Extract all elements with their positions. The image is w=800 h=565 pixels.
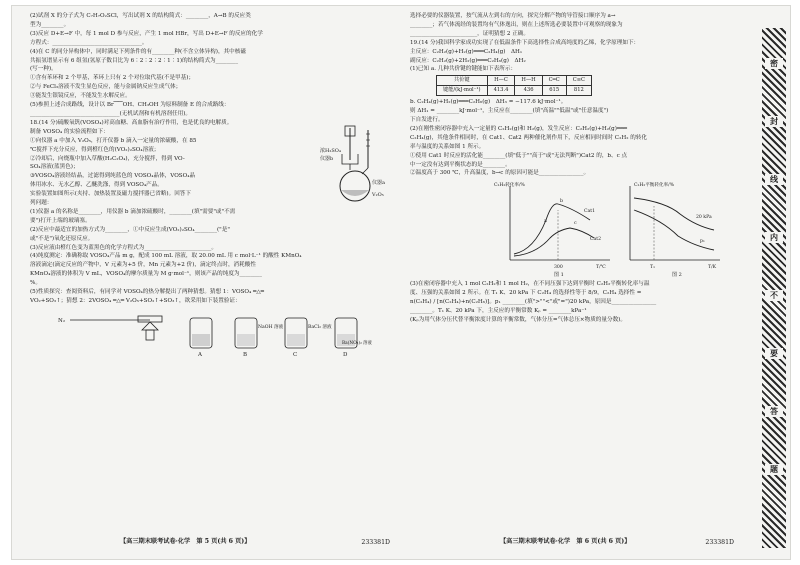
text-line: 中一定没有达到平衡状态的是________。 xyxy=(410,161,511,168)
figures-svg xyxy=(410,180,742,278)
text-line: 18.(14 分)硫酸氧钒(VOSO₄)对高血糖、高血脂有治疗作用，也是优良的电解质。 xyxy=(30,119,233,126)
page-5-footer-text: 【高三期末联考试卷·化学 第 5 页(共 6 页)】 xyxy=(120,538,251,545)
text-line: n(C₂H₄) / [n(C₂H₄)+n(C₂H₆)]。p₁ ________(填">""<"或"=")20 kPa，原因是________________ xyxy=(410,299,657,306)
text-line: ③能发生银镜反应，不能发生水解反应。 xyxy=(30,93,131,100)
text-line: 方程式：________________________________。 xyxy=(30,39,148,46)
fig1-caption: 图 1 xyxy=(554,272,564,279)
bottle-d-tag: D xyxy=(343,351,348,358)
bond-table-value-row xyxy=(437,86,592,96)
fig2-ylabel: C₂H₂平衡转化率/% xyxy=(634,183,675,189)
text-line: ℃搅拌下充分反应，得到橙红色的(VO₂)₂SO₄溶液； xyxy=(30,146,160,153)
fig1-ylabel: C₂H₂转化率/% xyxy=(494,183,525,189)
fig1-xlabel: T/℃ xyxy=(596,265,606,271)
bottle-a-tag: A xyxy=(198,351,202,358)
text-line: 型为________。 xyxy=(30,21,70,28)
page-5-footer xyxy=(30,536,398,550)
text-line: (1)已知 a. 几种共价键的键能如下表所示： xyxy=(410,66,517,73)
bond-table-value-cell: 413.4 xyxy=(487,86,515,96)
n2-label: N₂ xyxy=(58,317,66,324)
text-line: (4)在 C 的同分异构体中，同时满足下列条件的有________种(不含立体异构)，其中核磁 xyxy=(30,48,246,55)
binding-label: 不 xyxy=(765,290,783,301)
decomposition-apparatus-diagram xyxy=(30,308,398,358)
exam-sheet xyxy=(12,6,790,559)
text-line: (2)反应中最适宜的加热方式为________，①中反应生成(VO₂)₂SO₄________("是" xyxy=(30,226,230,233)
text-line: ________________________，证明猜想 2 正确。 xyxy=(410,30,529,37)
binding-label: 密 xyxy=(765,58,783,69)
text-line: C₂H₄(g)，其他条件相同时，在 Cat1、Cat2 两种催化剂作用下，反应相同时间时 C₂H₂ 的转化 xyxy=(410,134,648,141)
fig1-cat1-label: Cat1 xyxy=(584,209,596,215)
bond-table-header-cell: 共价键 xyxy=(437,76,488,86)
text-line: SO₄溶液(蓝黑色)； xyxy=(30,164,79,171)
figures-row xyxy=(410,180,742,278)
bottle-b xyxy=(235,318,284,358)
text-line: ②与 FeCl₃溶液不发生显色反应，能与金属钠反应生成气体； xyxy=(30,84,182,91)
fig1-cat2-label: Cat2 xyxy=(590,237,602,243)
page-5-code: 233381D xyxy=(361,539,390,546)
text-line: 列问题： xyxy=(30,200,53,207)
binding-label: 内 xyxy=(765,232,783,243)
text-line: (4)纯度测定：准确称取 VOSO₄产品 m g，配成 100 mL 溶液，取 20.00 mL 用 c mol·L⁻¹ 的酸性 KMnO₄ xyxy=(30,253,302,260)
text-line: 度、压强的关系如图 2 所示。在 T₁ K、20 kPa 下 C₂H₄ 的选择性等于 8/9，C₂H₄ 选择性 = xyxy=(410,290,642,297)
text-line: ②冷却后，向烧瓶中加入草酸(H₂C₂O₄)，充分搅拌，得到 VO- xyxy=(30,155,185,162)
bond-table-header-row xyxy=(437,76,592,86)
text-line: 或"不是")氧化还原反应。 xyxy=(30,235,94,242)
text-line: VO₂+SO₃↑；猜想 2：2VOSO₄ ═△═ V₂O₅+SO₂↑+SO₃↑，欲采用如下装置验证： xyxy=(30,298,241,304)
bottle-c-tag: C xyxy=(293,351,298,358)
label-instrument-b: 仪器b xyxy=(320,156,334,162)
fig2-p1-label: p₁ xyxy=(700,239,705,245)
text-line: ①含有苯环和 2 个甲基，苯环上只有 2 个对位取代基(不是甲基)； xyxy=(30,75,195,82)
fig1-tick: 300 xyxy=(554,265,563,271)
fig2-xlabel: T/K xyxy=(708,265,717,271)
text-line: 体用冰水、无水乙醇、乙醚洗涤，得到 VOSO₄产品。 xyxy=(30,182,163,189)
figure-1 xyxy=(494,181,610,278)
text-line: 要")打开上端的玻璃塞。 xyxy=(30,217,91,224)
text-line: (2)在刚性密闭容器中充入一定量的 C₂H₂(g)和 H₂(g)，发生反应：C₂H₂(g)+H₂(g)═══ xyxy=(410,125,628,132)
bottle-b-content: NaOH 溶液 xyxy=(258,324,284,330)
text-line: ________。T₁ K、20 kPa 下，主反应的平衡常数 Kₚ = ________kPa⁻¹ xyxy=(410,308,587,315)
fig2-caption: 图 2 xyxy=(672,272,682,279)
text-line: 率与温度的关系如图 1 所示。 xyxy=(410,143,485,150)
bond-table-header-cell: C═C xyxy=(542,76,566,86)
fig1-point-c: c xyxy=(574,221,577,227)
text-line: 实验装置如图所示(夹持、加热装置及磁力搅拌器已省略)。回答下 xyxy=(30,191,191,198)
page-6-footer xyxy=(410,536,742,550)
fig2-20kpa-curve xyxy=(634,198,714,230)
text-line: (2)试剂 X 的分子式为 C₇H₇O₂SCl，写出试剂 X 的结构简式：________，A→B 的反应类 xyxy=(30,13,251,19)
bottle-c-content: BaCl₂ 溶液 xyxy=(308,324,332,330)
label-instrument-a: 仪器a xyxy=(372,180,385,186)
binding-label: 答 xyxy=(765,406,783,417)
binding-label: 要 xyxy=(765,348,783,359)
text-line: (5)性质探究：查阅资料后，有同学对 VOSO₄的热分解提出了两种猜想。猜想 1：VOSO₄ ═△═ xyxy=(30,289,265,296)
bond-table-value-cell: 436 xyxy=(515,86,542,96)
bottle-b-tag: B xyxy=(243,351,248,358)
binding-label: 线 xyxy=(765,174,783,185)
bottle-a xyxy=(190,318,212,358)
text-line: ________；若气体流经的装置均有气体逸出，则在上述所选必要装置中可观察的现象为 xyxy=(410,21,623,28)
binding-label: 题 xyxy=(765,464,783,475)
text-line: 下自发进行。 xyxy=(410,116,444,123)
bond-table-header-cell: C≡C xyxy=(566,76,591,86)
bond-table-header-cell: H—C xyxy=(487,76,515,86)
text-line: ________________________________(无机试剂和有机溶剂任用)。 xyxy=(30,110,191,117)
page-6-code: 233381D xyxy=(705,539,734,546)
binding-label: 封 xyxy=(765,116,783,127)
text-line: (写一种)。 xyxy=(30,66,57,73)
text-line: b. C₂H₄(g)+H₂(g)═══C₂H₆(g) ΔH₃ = −117.6 kJ·mol⁻¹。 xyxy=(410,99,567,106)
text-line: 副反应：C₂H₂(g)+2H₂(g)═══C₂H₆(g) ΔH₂ xyxy=(410,57,526,64)
fig1-point-a: a xyxy=(544,219,547,225)
bottle-c xyxy=(285,318,332,358)
text-line: 溶液滴定(滴定反应的产物中，V 元素为+5 价，Mn 元素为+2 价)，滴定终点时，消耗酸性 xyxy=(30,262,256,269)
bond-table-header-cell: H—H xyxy=(515,76,542,86)
text-line: 19.(14 分)我国科学家成功实现了在低温条件下高选择性合成高纯度的乙烯，化学原理如下： xyxy=(410,39,640,46)
text-line: 则 ΔH₁ = ________kJ·mol⁻¹，主反应在________(填"高温""低温"或"任意温度") xyxy=(410,108,609,115)
text-line: (3)反应 D+E→F 中，每 1 mol D 参与反应，产生 1 mol HBr，写出 D+E→F 的反应的化学 xyxy=(30,30,263,37)
label-conc-h2so4: 浓H₂SO₄ xyxy=(320,148,341,154)
bond-energy-table xyxy=(436,75,592,96)
text-line: 共振氢谱显示有 6 组氢(氢原子数目比为 6∶2∶2∶2∶1∶1)的结构简式为________ xyxy=(30,57,239,64)
text-line: 制备 VOSO₄ 的实验流程如下： xyxy=(30,128,109,135)
label-v2o5: V₂O₅ xyxy=(372,192,384,198)
text-line: (3)反应液由橙红色变为蓝黑色的化学方程式为________________________。 xyxy=(30,244,217,251)
bottle-d xyxy=(335,318,372,358)
page-6-footer-text: 【高三期末联考试卷·化学 第 6 页(共 6 页)】 xyxy=(500,538,631,545)
fig1-cat2-curve xyxy=(514,228,594,256)
fig1-point-b: b xyxy=(560,199,564,205)
fig1-cat1-curve xyxy=(514,204,590,254)
fig2-tick: T₁ xyxy=(650,265,655,271)
page-6 xyxy=(410,12,742,552)
text-line: %。 xyxy=(30,280,41,287)
page-5 xyxy=(30,12,398,552)
page-6-text-top xyxy=(410,12,742,74)
fig2-20kpa-label: 20 kPa xyxy=(696,215,712,221)
text-line: ②温度高于 300 ℃，升高温度，b→c 的原因可能是________________。 xyxy=(410,170,590,177)
text-line: ①向仪器 a 中加入 V₂O₅，打开仪器 b 滴入一定量的浓硫酸，在 85 xyxy=(30,137,197,144)
bottle-d-content: Ba(NO₃)₂ 溶液 xyxy=(342,340,372,346)
text-line: (1)仪器 a 的名称是________，用仪器 b 滴加浓硫酸时，________(填"需要"或"不需 xyxy=(30,208,236,215)
text-line: 主反应：C₂H₂(g)+H₂(g)═══C₂H₄(g) ΔH₁ xyxy=(410,48,523,55)
reaction-apparatus-diagram xyxy=(320,124,390,206)
figure-2 xyxy=(630,181,720,278)
page-6-text-bottom xyxy=(410,280,742,325)
text-line: (5)参照上述合成路线，设计以 Br⁀⁀OH、CH₃OH 为原料制备 E 的合成路线： xyxy=(30,102,230,109)
binding-margin xyxy=(762,28,786,548)
bond-table-value-cell: 812 xyxy=(566,86,591,96)
bond-table-value-cell: 615 xyxy=(542,86,566,96)
text-line: ③VOSO₄溶液经结晶，过滤得到纯蓝色的 VOSO₄晶体，VOSO₄晶 xyxy=(30,173,196,180)
page-6-text-mid xyxy=(410,98,742,178)
text-line: 选择必要的仪器装置，按气流从左到右的方向，探究分解产物的导管接口顺序为 a→ xyxy=(410,13,616,19)
text-line: ①使用 Cat1 时反应的活化能________(填"低于""高于"或"无法判断")Cat2 的，b、c 点 xyxy=(410,152,628,159)
text-line: (Kₚ为用气体分压代替平衡浓度计算的平衡常数，气体分压=气体总压×物质的量分数)。 xyxy=(410,316,626,323)
bond-table-row-label: 键能/(kJ·mol⁻¹) xyxy=(437,86,488,96)
text-line: (3)在密闭容器中充入 1 mol C₂H₂和 1 mol H₂，在不同压强下达到平衡时 C₂H₂平衡转化率与温 xyxy=(410,281,650,288)
text-line: KMnO₄溶液的体积为 V mL，VOSO₄的摩尔质量为 M g·mol⁻¹，则该产品的纯度为________ xyxy=(30,271,262,278)
